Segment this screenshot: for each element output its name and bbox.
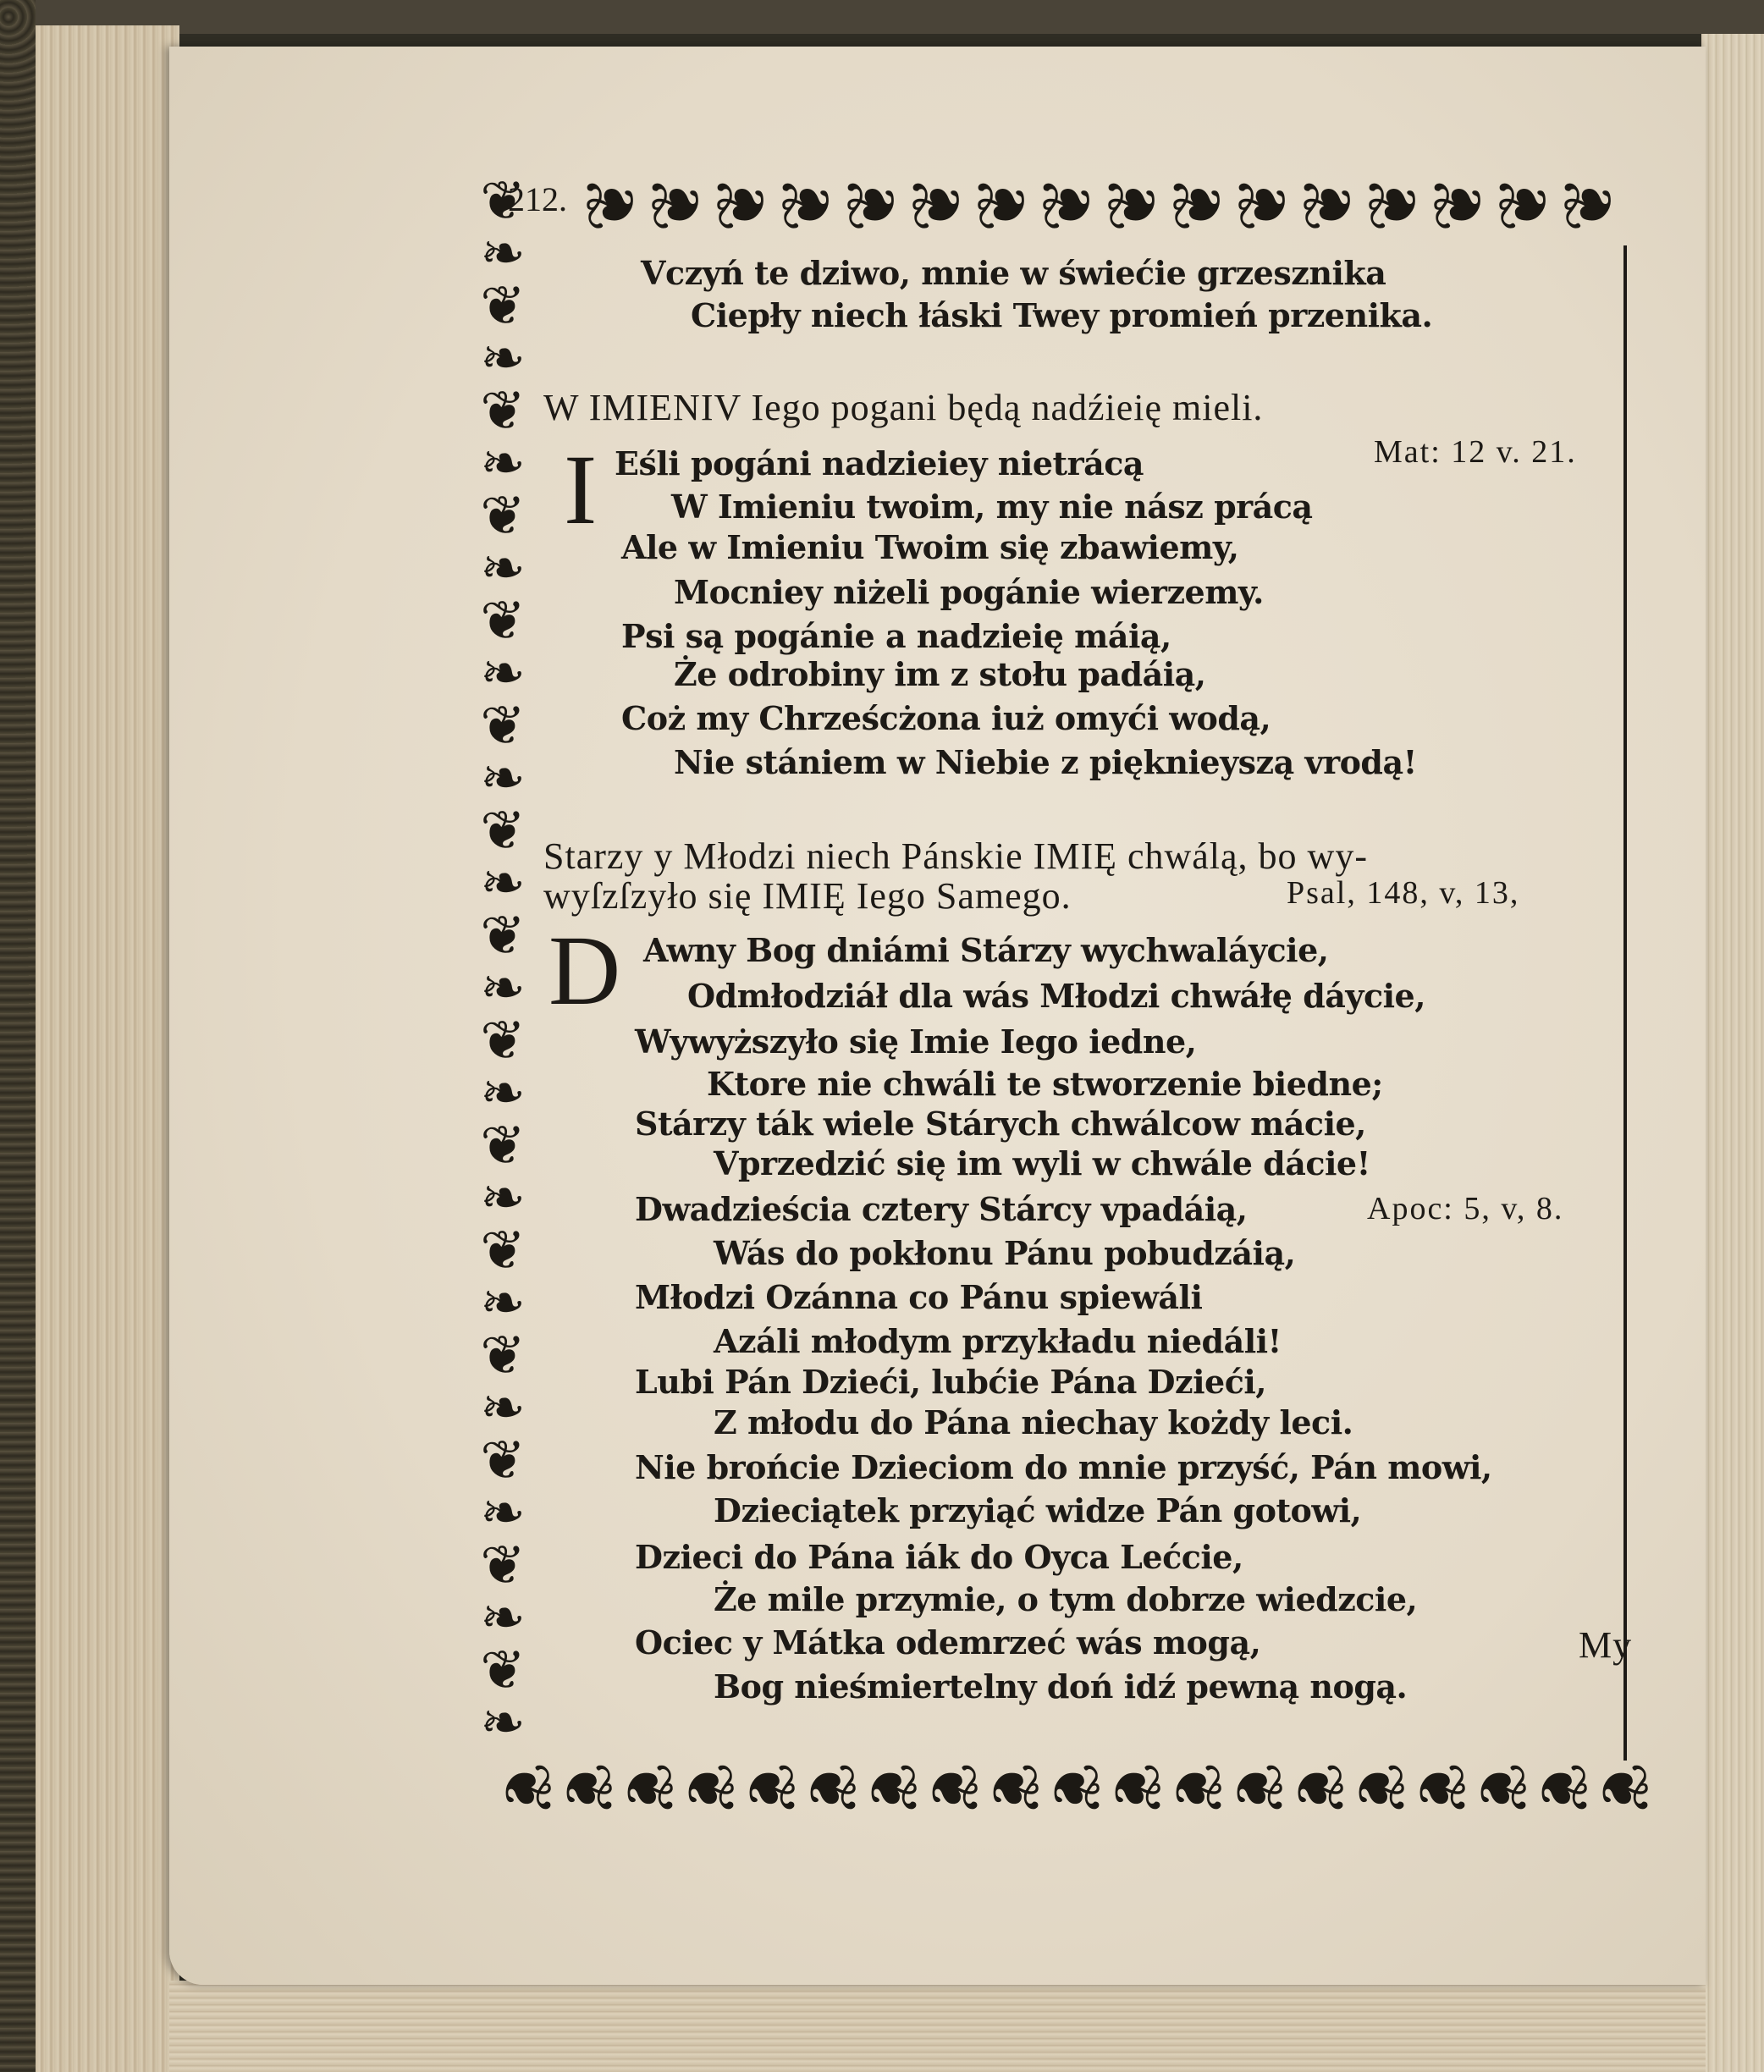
fleuron-icon: ❧ (480, 1482, 526, 1545)
fleuron-icon: ❦ (637, 179, 716, 233)
fleuron-icon: ❦ (1549, 179, 1629, 233)
fleuron-icon: ❦ (976, 1761, 1052, 1812)
page-stack-bottom (169, 1981, 1706, 2072)
fleuron-icon: ❦ (1353, 179, 1433, 233)
verse-line: Awny Bog dniámi Stárzy wychwaláycie, (643, 931, 1329, 969)
verse-line: Odmłodziáł dla wás Młodzi chwáłę dáycie, (687, 977, 1425, 1015)
scripture-reference: Psal, 148, v, 13, (1287, 875, 1520, 911)
fleuron-icon: ❦ (480, 1430, 526, 1492)
fleuron-icon: ❦ (732, 1761, 808, 1812)
fleuron-icon: ❧ (480, 1377, 526, 1440)
fleuron-icon: ❧ (480, 1587, 526, 1650)
verse-line: Nie stániem w Niebie z pięknieyszą vrodą! (674, 743, 1417, 781)
scan-background (0, 0, 36, 2072)
verse-line: Z młodu do Pána niechay kożdy leci. (714, 1403, 1353, 1441)
verse-line: Dzieciątek przyiąć widze Pán gotowi, (714, 1491, 1362, 1529)
fleuron-icon: ❦ (793, 1761, 869, 1812)
scan-top-edge (36, 0, 1764, 34)
fleuron-icon: ❧ (480, 1272, 526, 1335)
fleuron-icon: ❦ (1524, 1761, 1601, 1812)
fleuron-icon: ❦ (702, 179, 781, 233)
drop-cap-i: I (564, 434, 598, 545)
fleuron-icon: ❦ (480, 695, 526, 758)
verse-line: Ciepły niech łáski Twey promień przenika. (691, 296, 1433, 334)
verse-line: Bog nieśmiertelny doń idź pewną nogą. (714, 1667, 1408, 1706)
fleuron-icon: ❦ (1419, 179, 1498, 233)
verse-line: Azáli młodym przykładu niedáli! (714, 1322, 1282, 1360)
verse-line: Psi są pogánie a nadzieię máią, (621, 617, 1171, 655)
scripture-reference: Mat: 12 v. 21. (1374, 434, 1577, 470)
fleuron-icon: ❦ (1585, 1761, 1662, 1812)
top-ornament-border (571, 166, 1629, 234)
fleuron-icon: ❧ (480, 537, 526, 600)
fleuron-icon: ❦ (1159, 1761, 1235, 1812)
fleuron-icon: ❦ (480, 170, 526, 233)
fleuron-icon: ❧ (480, 1167, 526, 1230)
verse-line: Vczyń te dziwo, mnie w świećie grzesznika (641, 254, 1386, 292)
fleuron-icon: ❧ (480, 642, 526, 705)
fleuron-icon: ❧ (480, 433, 526, 495)
page-stack-right (1701, 34, 1764, 2072)
fleuron-icon: ❦ (962, 179, 1042, 233)
fleuron-icon: ❦ (897, 179, 977, 233)
fleuron-icon: ❦ (915, 1761, 991, 1812)
drop-cap-d: D (548, 915, 621, 1026)
fleuron-icon: ❦ (480, 380, 526, 443)
verse-line: Vprzedzić się im wyli w chwále dácie! (714, 1144, 1370, 1182)
heading-line: W IMIENIV Iego pogani będą nadźieię mieli. (543, 387, 1264, 428)
fleuron-icon: ❧ (480, 852, 526, 915)
fleuron-icon: ❦ (1158, 179, 1238, 233)
fleuron-icon: ❦ (1281, 1761, 1357, 1812)
fleuron-icon: ❦ (480, 1010, 526, 1072)
fleuron-icon: ❧ (480, 223, 526, 285)
fleuron-icon: ❦ (854, 1761, 930, 1812)
verse-line: Coż my Chrześcżona iuż omyći wodą, (621, 699, 1271, 737)
fleuron-icon: ❦ (1484, 179, 1563, 233)
heading-line: Starzy y Młodzi niech Pánskie IMIĘ chwálą, bo wy- (543, 835, 1368, 877)
fleuron-icon: ❦ (1403, 1761, 1479, 1812)
fleuron-icon: ❧ (480, 957, 526, 1020)
fleuron-icon: ❦ (488, 1761, 565, 1812)
verse-line: Dzieci do Pána iák do Oyca Lećcie, (635, 1538, 1243, 1576)
scripture-reference: Apoc: 5, v, 8. (1367, 1191, 1564, 1226)
fleuron-icon: ❦ (480, 275, 526, 338)
fleuron-icon: ❦ (1093, 179, 1172, 233)
verse-line: Wywyższyło się Imie Iego iedne, (635, 1022, 1197, 1061)
fleuron-icon: ❦ (610, 1761, 686, 1812)
fleuron-icon: ❦ (1464, 1761, 1540, 1812)
page-number: 212. (508, 180, 567, 218)
fleuron-icon: ❦ (767, 179, 846, 233)
fleuron-icon: ❦ (832, 179, 912, 233)
fleuron-icon: ❦ (480, 590, 526, 653)
fleuron-icon: ❦ (571, 179, 651, 233)
fleuron-icon: ❦ (1028, 179, 1107, 233)
left-ornament-border (464, 170, 542, 1755)
heading-line: wyſzſzyło się IMIĘ Iego Samego. (543, 875, 1072, 917)
verse-line: Ktore nie chwáli te stworzenie biedne; (707, 1065, 1383, 1103)
verse-line: Młodzi Ozánna co Pánu spiewáli (635, 1278, 1203, 1316)
fleuron-icon: ❦ (1223, 179, 1303, 233)
verse-line: Dwadzieścia cztery Stárcy vpadáią, (635, 1190, 1248, 1228)
fleuron-icon: ❦ (480, 1639, 526, 1702)
fleuron-icon: ❦ (1098, 1761, 1174, 1812)
verse-line: Stárzy ták wiele Stárych chwálcow mácie, (635, 1105, 1366, 1143)
fleuron-icon: ❦ (549, 1761, 626, 1812)
fleuron-icon: ❦ (671, 1761, 747, 1812)
fleuron-icon: ❦ (480, 1115, 526, 1177)
verse-line: Eśli pogáni nadzieiey nietrácą (615, 444, 1144, 482)
fleuron-icon: ❦ (1288, 179, 1368, 233)
right-border-rule (1623, 245, 1627, 1761)
verse-line: Mocniey niżeli pogánie wierzemy. (674, 573, 1264, 611)
fleuron-icon: ❦ (480, 1325, 526, 1387)
verse-line: Że mile przymie, o tym dobrze wiedzcie, (714, 1580, 1418, 1618)
fleuron-icon: ❦ (480, 905, 526, 967)
fleuron-icon: ❦ (480, 1220, 526, 1282)
fleuron-icon: ❦ (1220, 1761, 1296, 1812)
fleuron-icon: ❦ (480, 1535, 526, 1597)
verse-line: Ociec y Mátka odemrzeć wás mogą, (635, 1623, 1261, 1661)
page-stack-left (36, 25, 179, 2072)
fleuron-icon: ❧ (480, 328, 526, 390)
verse-line: Ale w Imieniu Twoim się zbawiemy, (621, 528, 1239, 566)
fleuron-icon: ❧ (480, 747, 526, 810)
catchword: My (1579, 1624, 1633, 1666)
verse-line: Lubi Pán Dzieći, lubćie Pána Dzieći, (635, 1363, 1267, 1401)
fleuron-icon: ❦ (480, 800, 526, 862)
verse-line: Wás do pokłonu Pánu pobudzáią, (714, 1234, 1296, 1272)
fleuron-icon: ❧ (480, 1062, 526, 1125)
bottom-ornament-border (488, 1759, 1662, 1825)
verse-line: Że odrobiny im z stołu padáią, (674, 655, 1206, 693)
fleuron-icon: ❧ (480, 1692, 526, 1755)
verse-line: Nie brońcie Dzieciom do mnie przyść, Pán mowi, (635, 1448, 1492, 1486)
fleuron-icon: ❦ (1037, 1761, 1113, 1812)
verse-line: W Imieniu twoim, my nie nász prácą (671, 488, 1313, 526)
fleuron-icon: ❦ (480, 485, 526, 548)
fleuron-icon: ❦ (1342, 1761, 1418, 1812)
